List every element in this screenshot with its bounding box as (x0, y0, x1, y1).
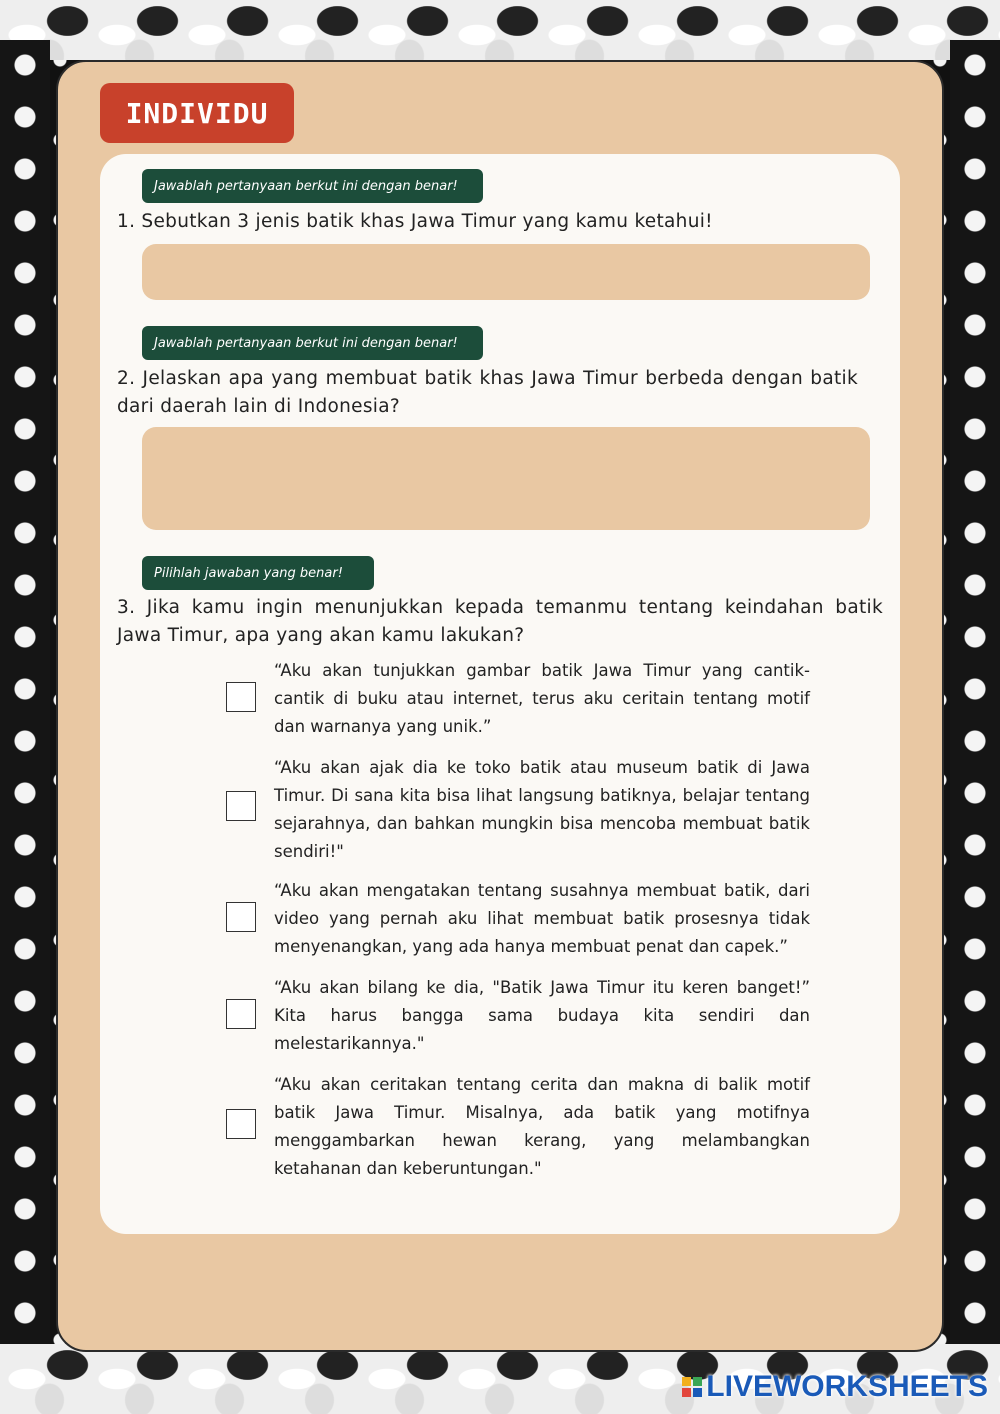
question-1: 1. Sebutkan 3 jenis batik khas Jawa Timur yang kamu ketahui! (117, 211, 713, 232)
liveworksheets-logo-icon (682, 1377, 702, 1397)
question-2: 2. Jelaskan apa yang membuat batik khas Jawa Timur berbeda dengan batik dari daerah lain di Indonesia? (117, 368, 858, 417)
option-4-text: “Aku akan bilang ke dia, "Batik Jawa Timur itu keren banget!” Kita harus bangga sama budaya kita sendiri dan melestarikannya." (274, 978, 810, 1053)
option-2-text: “Aku akan ajak dia ke toko batik atau museum batik di Jawa Timur. Di sana kita bisa lihat langsung batiknya, belajar tentang sejarahnya, dan bahkan mungkin bisa mencoba membuat batik sendiri!" (274, 758, 810, 861)
individu-tag: INDIVIDU (100, 83, 294, 143)
option-5-checkbox[interactable] (226, 1109, 256, 1139)
option-1-checkbox[interactable] (226, 682, 256, 712)
instruction-label-1: Jawablah pertanyaan berkut ini dengan benar! (142, 169, 483, 203)
option-3-text: “Aku akan mengatakan tentang susahnya membuat batik, dari video yang pernah aku lihat membuat batik prosesnya tidak menyenangkan, yang ada hanya membuat penat dan capek.” (274, 881, 810, 956)
option-3-checkbox[interactable] (226, 902, 256, 932)
question-3: 3. Jika kamu ingin menunjukkan kepada temanmu tentang keindahan batik Jawa Timur, apa yang akan kamu lakukan? (117, 597, 883, 646)
batik-border-top (0, 0, 1000, 60)
option-5-text: “Aku akan ceritakan tentang cerita dan makna di balik motif batik Jawa Timur. Misalnya, ada batik yang motifnya menggambarkan hewan kerang, yang melambangkan ketahanan dan keberuntungan." (274, 1075, 810, 1178)
batik-border-right (950, 40, 1000, 1364)
answer-input-2[interactable] (142, 427, 870, 530)
liveworksheets-watermark (682, 1370, 988, 1404)
batik-border-left (0, 40, 50, 1364)
option-1-text: “Aku akan tunjukkan gambar batik Jawa Timur yang cantik-cantik di buku atau internet, terus aku ceritain tentang motif dan warnanya yang unik.” (274, 661, 810, 736)
answer-input-1[interactable] (142, 244, 870, 300)
instruction-label-3: Pilihlah jawaban yang benar! (142, 556, 374, 590)
option-4-checkbox[interactable] (226, 999, 256, 1029)
instruction-label-2: Jawablah pertanyaan berkut ini dengan benar! (142, 326, 483, 360)
watermark-text: LIVEWORKSHEETS (706, 1370, 988, 1403)
option-2-checkbox[interactable] (226, 791, 256, 821)
